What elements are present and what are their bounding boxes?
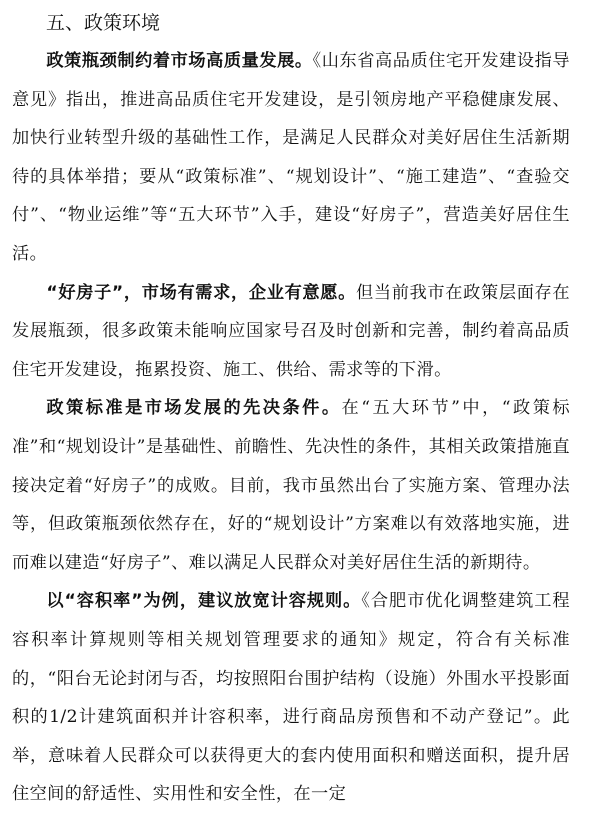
paragraph-4-lead: 以“容积率”为例，建议放宽计容规则。 [46, 591, 362, 612]
paragraph-2-body: 但当前我市在政策层面存在发展瓶颈，很多政策未能响应国家号召及时创新和完善，制约着高品质住宅开发建设，拖累投资、施工、供给、需求等的下滑。 [12, 282, 570, 380]
paragraph-1-body: 《山东省高品质住宅开发建设指导意见》指出，推进高品质住宅开发建设，是引领房地产平稳健康发展、加快行业转型升级的基础性工作，是满足人民群众对美好居住生活新期待的具体举措；要从“政策标准”、“规划设计”、“施工建造”、“查验交付”、“物业运维”等“五大环节”入手，建设“好房子”，营造美好居住生活。 [12, 51, 570, 264]
paragraph-4 [12, 582, 570, 814]
paragraph-3-body: 在“五大环节”中，“政策标准”和“规划设计”是基础性、前瞻性、先决性的条件，其相关政策措施直接决定着“好房子”的成败。目前，我市虽然出台了实施方案、管理办法等，但政策瓶颈依然存在，好的“规划设计”方案难以有效落地实施，进而难以建造“好房子”、难以满足人民群众对美好居住生活的新期待。 [12, 398, 570, 573]
paragraph-1 [12, 42, 570, 274]
paragraph-3-lead: 政策标准是市场发展的先决条件。 [46, 398, 342, 419]
paragraph-1-lead: 政策瓶颈制约着市场高质量发展。 [46, 51, 313, 71]
paragraph-2 [12, 274, 570, 390]
paragraph-3 [12, 389, 570, 582]
paragraph-2-lead: “好房子”，市场有需求，企业有意愿。 [46, 282, 356, 303]
paragraph-4-body: 《合肥市优化调整建筑工程容积率计算规则等相关规划管理要求的通知》规定，符合有关标准的，“阳台无论封闭与否，均按照阳台围护结构（设施）外围水平投影面积的1/2计建筑面积并计容积率，进行商品房预售和不动产登记”。此举，意味着人民群众可以获得更大的套内使用面积和赠送面积，提升居住空间的舒适性、实用性和安全性，在一定 [12, 591, 571, 805]
section-title: 五、政策环境 [46, 12, 161, 34]
